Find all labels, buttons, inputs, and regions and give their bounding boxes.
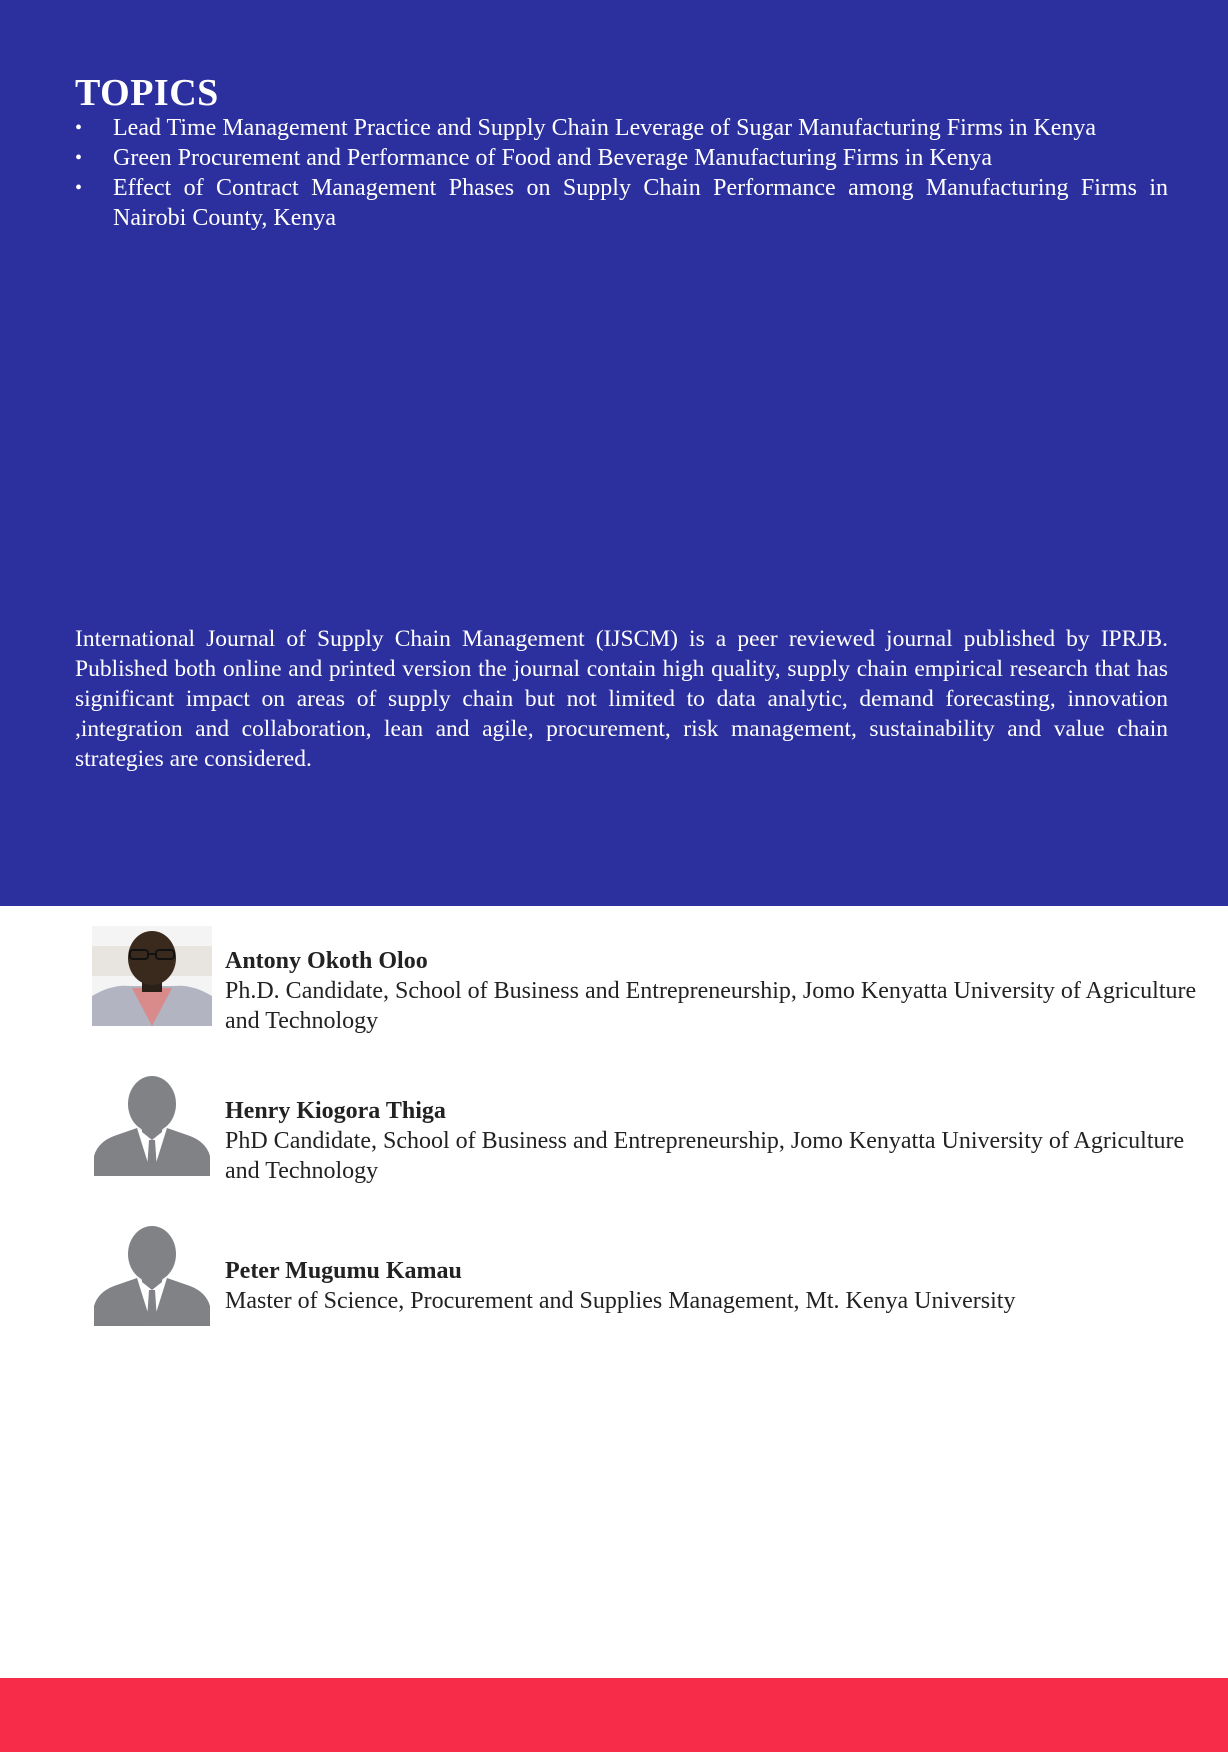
- author-photo: [92, 926, 212, 1026]
- topic-text: Effect of Contract Management Phases on Supply Chain Performance among Manufacturing Firms in Nairobi County, Kenya: [113, 175, 1168, 231]
- bullet-icon: •: [75, 147, 83, 169]
- author-name: Peter Mugumu Kamau: [225, 1258, 462, 1284]
- journal-description: International Journal of Supply Chain Management (IJSCM) is a peer reviewed journal published by IPRJB. Published both online and printed version the journal contain high quality, supply chain empirical research that has significant impact on areas of supply chain but not limited to data analytic, demand forecasting, innovation ,integration and collaboration, lean and agile, procurement, risk management, sustainability and value chain strategies are considered.: [75, 626, 1168, 772]
- topics-list: [75, 113, 1168, 233]
- author-affiliation: PhD Candidate, School of Business and Entrepreneurship, Jomo Kenyatta University of Agriculture and Technology: [225, 1128, 1185, 1184]
- bullet-icon: •: [75, 177, 83, 199]
- author-text: [225, 946, 1205, 1036]
- bullet-icon: •: [75, 117, 83, 139]
- topic-item: [75, 143, 1168, 173]
- author-entry: [92, 1076, 1192, 1184]
- author-entry: [92, 1226, 1192, 1326]
- topics-heading: TOPICS: [75, 72, 219, 114]
- topic-item: [75, 113, 1168, 143]
- author-text: [225, 1096, 1205, 1186]
- author-name: Antony Okoth Oloo: [225, 948, 428, 974]
- author-affiliation: Master of Science, Procurement and Supplies Management, Mt. Kenya University: [225, 1288, 1016, 1314]
- author-entry: [92, 926, 1197, 1034]
- topic-text: Green Procurement and Performance of Food and Beverage Manufacturing Firms in Kenya: [113, 145, 993, 171]
- footer-bar: [0, 1678, 1228, 1752]
- avatar-silhouette-icon: [92, 1226, 212, 1326]
- author-name: Henry Kiogora Thiga: [225, 1098, 446, 1124]
- author-affiliation: Ph.D. Candidate, School of Business and Entrepreneurship, Jomo Kenyatta University of Agriculture and Technology: [225, 978, 1197, 1034]
- topic-item: [75, 173, 1168, 233]
- avatar-silhouette-icon: [92, 1076, 212, 1176]
- author-text: [225, 1256, 1205, 1316]
- topic-text: Lead Time Management Practice and Supply Chain Leverage of Sugar Manufacturing Firms in Kenya: [113, 115, 1097, 141]
